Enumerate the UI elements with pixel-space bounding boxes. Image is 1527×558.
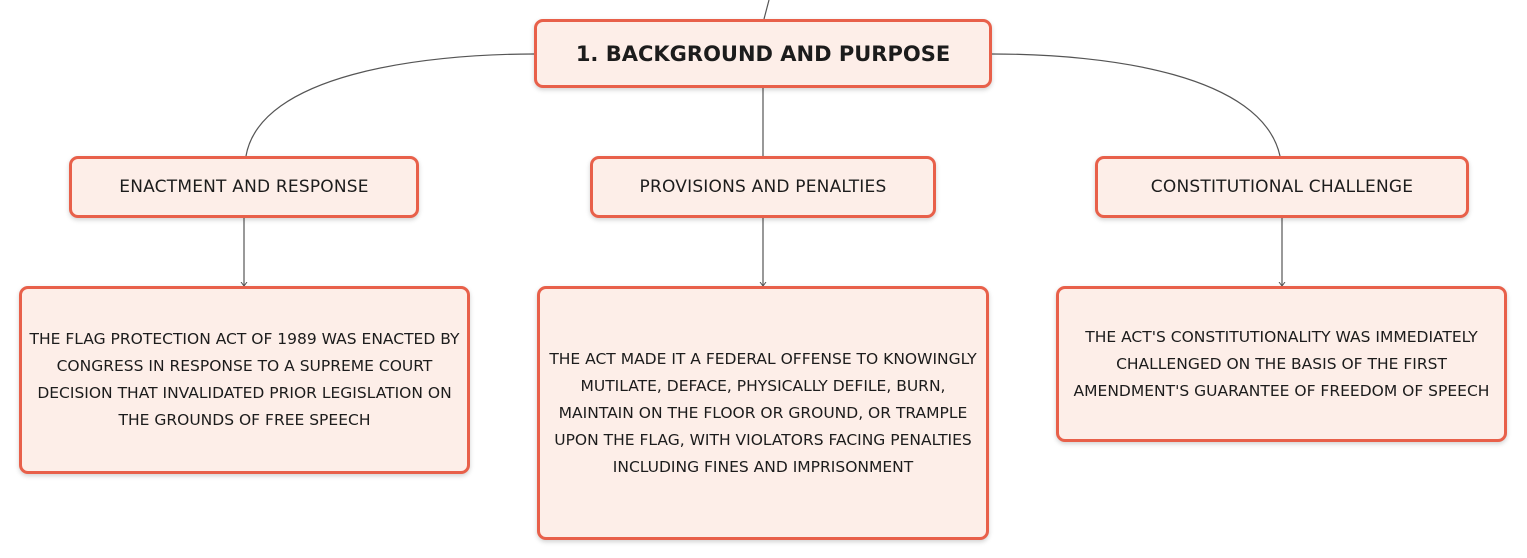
detail-text-provisions: THE ACT MADE IT A FEDERAL OFFENSE TO KNOWINGLY MUTILATE, DEFACE, PHYSICALLY DEFILE, BURN, MAINTAIN ON THE FLOOR OR GROUND, OR TRAMPLE UPON THE FLAG, WITH VIOLATORS FACING PENALTIES INCLUDING FINES AND IMPRISONMENT [549, 349, 977, 476]
detail-node-enactment[interactable] [19, 286, 470, 474]
root-node-label: 1. BACKGROUND AND PURPOSE [575, 41, 951, 66]
detail-text-challenge: THE ACT'S CONSTITUTIONALITY WAS IMMEDIATELY CHALLENGED ON THE BASIS OF THE FIRST AMENDMENT'S GUARANTEE OF FREEDOM OF SPEECH [1073, 327, 1490, 400]
topic-node-enactment[interactable] [69, 156, 419, 218]
root-node[interactable] [534, 19, 992, 88]
topic-label-enactment: ENACTMENT AND RESPONSE [119, 177, 369, 197]
topic-label-challenge: CONSTITUTIONAL CHALLENGE [1150, 177, 1414, 197]
detail-node-challenge[interactable] [1056, 286, 1507, 442]
topic-label-provisions: PROVISIONS AND PENALTIES [639, 177, 887, 197]
parent-connector [764, 0, 769, 19]
connector-root-to-challenge [992, 54, 1280, 156]
connector-root-to-enactment [246, 54, 534, 156]
detail-node-provisions[interactable] [537, 286, 989, 540]
detail-text-enactment: THE FLAG PROTECTION ACT OF 1989 WAS ENACTED BY CONGRESS IN RESPONSE TO A SUPREME COURT DECISION THAT INVALIDATED PRIOR LEGISLATION ON THE GROUNDS OF FREE SPEECH [29, 330, 460, 429]
topic-node-provisions[interactable] [590, 156, 936, 218]
topic-node-challenge[interactable] [1095, 156, 1469, 218]
